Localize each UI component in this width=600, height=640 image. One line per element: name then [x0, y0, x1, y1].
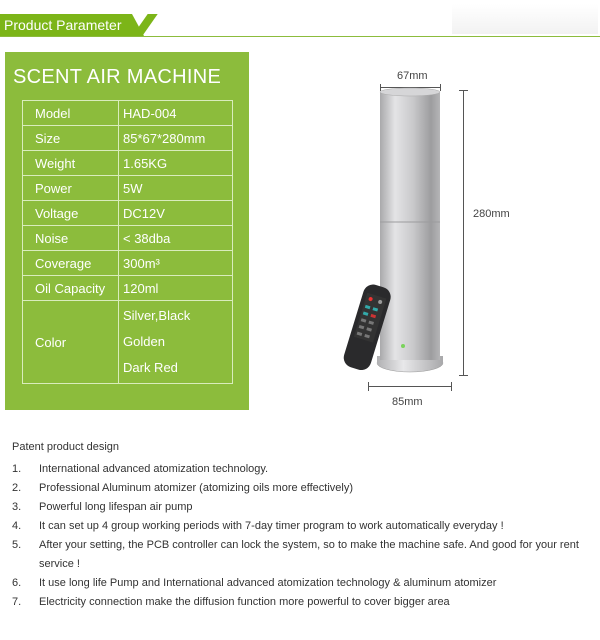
- list-text: Professional Aluminum atomizer (atomizing oils more effectively): [39, 482, 354, 494]
- spec-label-oil-capacity: Oil Capacity: [23, 276, 119, 301]
- list-text: After your setting, the PCB controller can lock the system, so to make the machine safe. And good for your rent service !: [39, 539, 579, 570]
- description-intro: Patent product design: [12, 441, 120, 453]
- list-number: 2.: [12, 482, 22, 494]
- header-divider: [0, 36, 600, 37]
- dimension-height-label: 280mm: [473, 208, 510, 220]
- list-number: 4.: [12, 520, 22, 532]
- list-number: 7.: [12, 596, 22, 608]
- table-row: [23, 251, 233, 276]
- list-item: [12, 460, 596, 479]
- section-header: [0, 14, 600, 40]
- header-shade: [452, 4, 598, 34]
- section-title: Product Parameter: [0, 14, 132, 36]
- color-option: Dark Red: [123, 360, 178, 375]
- spec-value-voltage: DC12V: [119, 201, 233, 226]
- dimension-bottom-tick-left: [368, 382, 369, 391]
- table-row: [23, 151, 233, 176]
- list-item: [12, 574, 596, 593]
- table-row: [23, 176, 233, 201]
- spec-label-power: Power: [23, 176, 119, 201]
- spec-label-size: Size: [23, 126, 119, 151]
- spec-panel: [5, 52, 249, 410]
- color-option: Silver,Black: [123, 308, 191, 323]
- list-text: Electricity connection make the diffusion function more powerful to cover bigger area: [39, 596, 450, 608]
- spec-label-weight: Weight: [23, 151, 119, 176]
- table-row: [23, 201, 233, 226]
- list-number: 3.: [12, 501, 22, 513]
- list-text: International advanced atomization technology.: [39, 463, 269, 475]
- dimension-bottom-label: 85mm: [392, 396, 423, 408]
- table-row: [23, 226, 233, 251]
- dimension-bottom-line: [368, 386, 452, 387]
- panel-title: SCENT AIR MACHINE: [13, 66, 222, 88]
- spec-label-noise: Noise: [23, 226, 119, 251]
- spec-value-noise: < 38dba: [119, 226, 233, 251]
- spec-value-coverage: 300m³: [119, 251, 233, 276]
- list-text: Powerful long lifespan air pump: [39, 501, 193, 513]
- list-number: 5.: [12, 539, 22, 551]
- spec-value-oil-capacity: 120ml: [119, 276, 233, 301]
- spec-value-weight: 1.65KG: [119, 151, 233, 176]
- list-item: [12, 498, 596, 517]
- list-number: 6.: [12, 577, 22, 589]
- list-text: It use long life Pump and International advanced atomization technology & aluminum atomizer: [39, 577, 497, 589]
- table-row: [23, 276, 233, 301]
- list-item: [12, 536, 596, 574]
- spec-table: [22, 100, 233, 384]
- color-option: Golden: [123, 334, 165, 349]
- dimension-top-label: 67mm: [397, 70, 428, 82]
- spec-value-model: HAD-004: [119, 101, 233, 126]
- list-item: [12, 479, 596, 498]
- spec-label-voltage: Voltage: [23, 201, 119, 226]
- spec-label-color: Color: [23, 301, 119, 384]
- spec-value-size: 85*67*280mm: [119, 126, 233, 151]
- dimension-bottom-tick-right: [451, 382, 452, 391]
- table-row: [23, 301, 233, 384]
- table-row: [23, 126, 233, 151]
- product-illustration: [330, 60, 600, 420]
- list-item: [12, 517, 596, 536]
- list-item: [12, 593, 596, 612]
- table-row: [23, 101, 233, 126]
- scent-machine-image: [330, 80, 470, 410]
- list-number: 1.: [12, 463, 22, 475]
- list-text: It can set up 4 group working periods with 7-day timer program to work automatically everyday !: [39, 520, 504, 532]
- spec-label-coverage: Coverage: [23, 251, 119, 276]
- spec-value-power: 5W: [119, 176, 233, 201]
- feature-list: [12, 460, 596, 612]
- spec-label-model: Model: [23, 101, 119, 126]
- spec-value-color: [119, 301, 233, 384]
